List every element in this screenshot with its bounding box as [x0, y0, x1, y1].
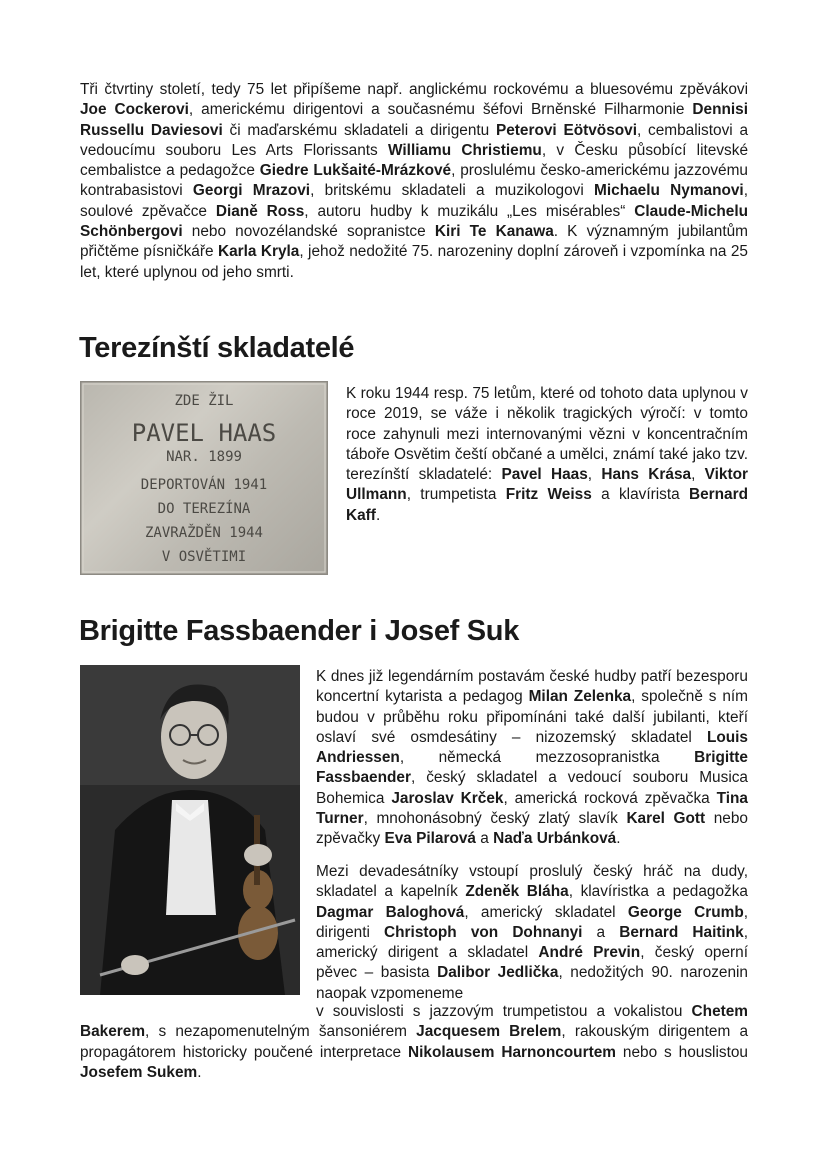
plaque-line: DEPORTOVÁN 1941: [140, 477, 268, 493]
section-heading-fassbaender: Brigitte Fassbaender i Josef Suk: [79, 615, 520, 647]
text-run: Mezi devadesátníky vstoupí proslulý český hráč na dudy, skladatel a kapelník: [316, 863, 748, 901]
text-run: , dirigenti: [316, 903, 749, 941]
bold-name: George Crumb: [627, 903, 744, 921]
bold-name: Eva Pilarová: [384, 830, 476, 848]
fassbaender-paragraph-b: [316, 862, 748, 1004]
terezin-paragraph: [346, 384, 748, 526]
bold-name: Tina Turner: [316, 789, 748, 828]
bold-name: Dennisi Russellu Daviesovi: [80, 101, 748, 139]
text-run: , americký skladatel: [464, 903, 628, 921]
bold-name: Peterovi Eötvösovi: [495, 121, 637, 139]
text-run: nebo s houslistou: [615, 1043, 748, 1061]
bold-name: Kiri Te Kanawa: [434, 223, 554, 241]
bold-name: Fritz Weiss: [505, 486, 592, 504]
plaque-line: ZAVRAŽDĚN 1944: [144, 525, 263, 541]
fassbaender-paragraph-a: [316, 667, 748, 850]
bold-name: Bernard Haitink: [619, 923, 744, 941]
bold-name: Brigitte Fassbaender: [316, 749, 748, 787]
text-run: , klavíristka a pedagožka: [568, 883, 748, 901]
bold-name: Chetem Bakerem: [80, 1003, 748, 1041]
text-run: , rakouským dirigentem a propagátorem historicky poučené interpretace: [80, 1023, 749, 1061]
bold-name: Dagmar Baloghová: [316, 903, 465, 921]
bold-name: Jacquesem Brelem: [416, 1023, 562, 1041]
text-run: , mnohonásobný český zlatý slavík: [363, 810, 627, 828]
bold-name: Bernard Kaff: [346, 486, 748, 524]
bold-name: Viktor Ullmann: [346, 466, 748, 504]
text-run: a: [582, 923, 620, 941]
bold-name: André Previn: [538, 944, 641, 962]
text-run: , společně s ním budou v průběhu roku připomínáni také další jubilanti, kteří oslaví své osmdesátiny – nizozemský skladatel: [316, 688, 748, 746]
bold-name: Louis Andriessen: [316, 728, 748, 767]
intro-paragraph: [80, 80, 748, 283]
fassbaender-paragraph-c: [80, 1002, 748, 1083]
bold-name: Dalibor Jedlička: [437, 964, 559, 982]
text-run: , autoru hudby k muzikálu „Les misérables“: [304, 202, 635, 220]
bold-name: Josefem Sukem: [80, 1063, 198, 1081]
bold-name: Karel Gott: [626, 810, 706, 828]
text-run: , americká rocková zpěvačka: [503, 789, 717, 807]
text-run: Tři čtvrtiny století, tedy 75 let připíšeme např. anglickému rockovému a bluesovému zpěvákovi: [80, 81, 748, 98]
bold-name: Dianě Ross: [215, 202, 305, 220]
text-run: , cembalistovi a vedoucímu souboru Les Arts Florissants: [80, 121, 749, 159]
text-run: , americký dirigent a skladatel: [316, 923, 748, 962]
bold-name: Milan Zelenka: [528, 688, 632, 706]
text-run: a: [476, 830, 494, 848]
text-run: , český skladatel a vedoucí souboru Musica Bohemica: [316, 769, 748, 807]
plaque-line: ZDE ŽIL: [174, 393, 234, 409]
text-run: .: [616, 830, 621, 848]
text-run: .: [197, 1063, 202, 1081]
text-run: K roku 1944 resp. 75 letům, které od tohoto data uplynou v roce 2019, se váže i několik tragických výročí: v tomto roce zahynuli mezi internovanými vězni v koncentračním táboře Osvětim čeští občané a umělci, známí také jako tzv. terezínští skladatelé:: [346, 385, 748, 484]
plaque-line: PAVEL HAAS: [131, 419, 277, 447]
plaque-line: DO TEREZÍNA: [157, 501, 251, 517]
text-run: , trumpetista: [406, 486, 506, 504]
bold-name: Jaroslav Krček: [391, 789, 504, 807]
text-run: , proslulému česko-americkému jazzovému kontrabasistovi: [80, 162, 748, 200]
section-heading-terezin: Terezínští skladatelé: [79, 332, 355, 364]
bold-name: Naďa Urbánková: [493, 830, 617, 848]
bold-name: Joe Cockerovi: [80, 101, 189, 119]
bold-name: Georgi Mrazovi: [192, 182, 311, 200]
text-run: , český operní pěvec – basista: [316, 944, 749, 982]
bold-name: Giedre Lukšaité-Mrázkové: [259, 162, 452, 180]
bold-name: Pavel Haas: [501, 466, 588, 484]
bold-name: Claude-Michelu Schönbergovi: [80, 202, 749, 241]
text-run: nebo zpěvačky: [316, 810, 748, 848]
plaque-line: V OSVĚTIMI: [161, 549, 247, 565]
text-run: v souvislosti s jazzovým trumpetistou a vokalistou: [316, 1003, 692, 1020]
text-run: , nedožitých 90. narozenin naopak vzpomeneme: [316, 964, 748, 1002]
text-run: , americkému dirigentovi a současnému šéfovi Brněnské Filharmonie: [188, 101, 693, 119]
violinist-photo: [80, 665, 300, 995]
text-run: nebo novozélandské sopranistce: [182, 223, 435, 241]
text-run: , britskému skladateli a muzikologovi: [310, 182, 595, 200]
text-run: a klavírista: [591, 486, 689, 504]
text-run: , s nezapomenutelným šansoniérem: [145, 1023, 417, 1041]
text-run: , soulové zpěvačce: [80, 182, 748, 220]
bold-name: Nikolausem Harnoncourtem: [408, 1043, 616, 1061]
bold-name: Karla Kryla: [217, 243, 300, 261]
text-run: , jehož nedožité 75. narozeniny doplní zároveň i vzpomínka na 25 let, které uplynou od jeho smrti.: [80, 243, 748, 281]
stolperstein-image: [80, 381, 328, 575]
text-run: .: [375, 506, 381, 524]
bold-name: Hans Krása: [601, 466, 692, 484]
bold-name: Michaelu Nymanovi: [594, 182, 744, 200]
plaque-line: NAR. 1899: [166, 449, 242, 465]
bold-name: Christoph von Dohnanyi: [384, 923, 583, 941]
text-run: K dnes již legendárním postavám české hudby patří bezesporu koncertní kytarista a pedagog: [316, 668, 748, 706]
text-run: , v Česku působící litevské cembalistce a pedagožce: [80, 141, 749, 180]
text-run: ,: [691, 466, 705, 484]
text-run: či maďarskému skladateli a dirigentu: [222, 121, 496, 139]
bold-name: Williamu Christiemu: [388, 141, 542, 159]
violinist-illustration: [80, 665, 300, 995]
text-run: . K významným jubilantům přičtěme písničkáře: [80, 223, 748, 261]
text-run: , německá mezzosopranistka: [399, 749, 695, 767]
text-run: ,: [587, 466, 602, 484]
bold-name: Zdeněk Bláha: [465, 883, 569, 901]
